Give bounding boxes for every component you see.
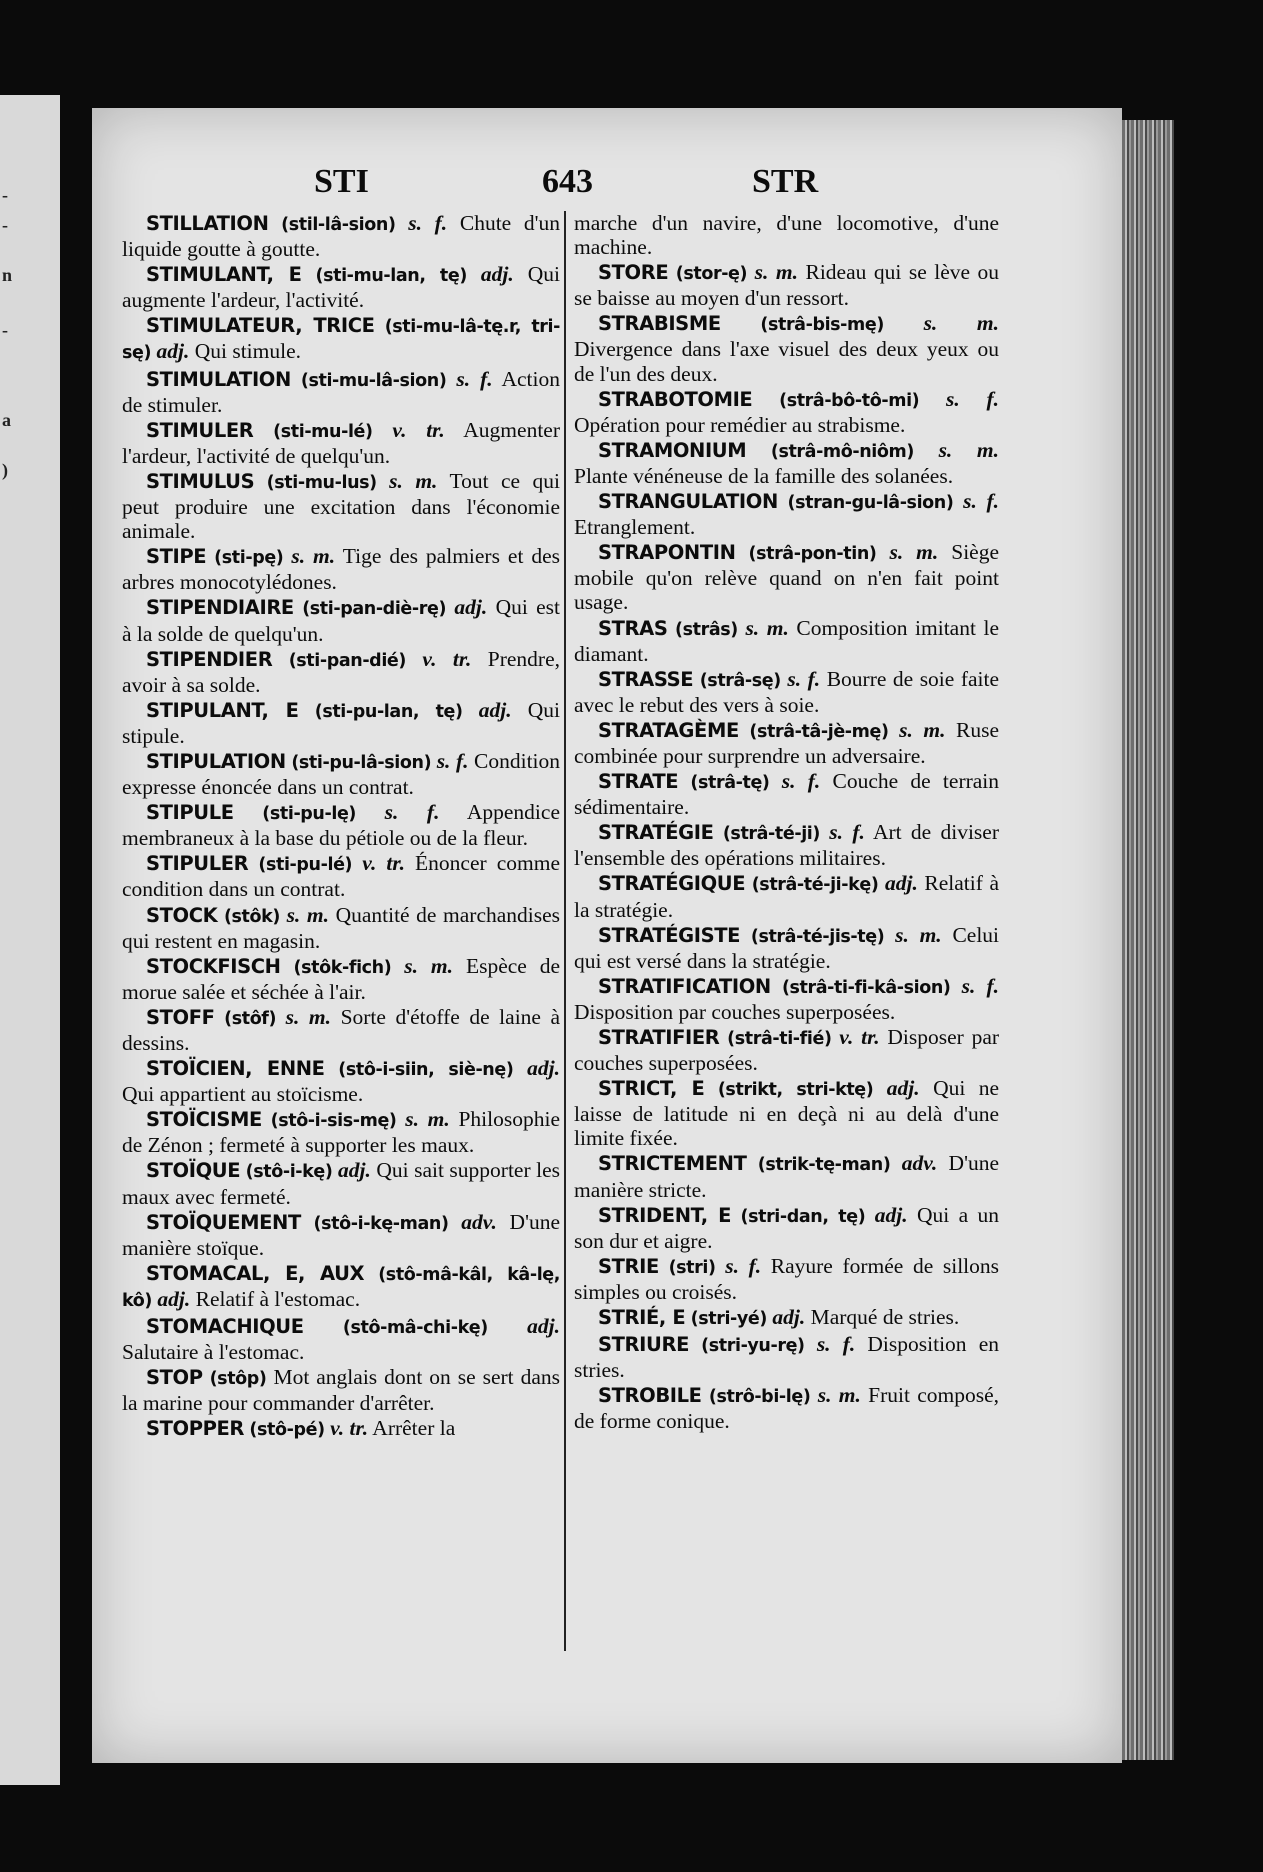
entry-grammar: s. m. (923, 311, 1000, 336)
entry-grammar: adj. (157, 1286, 191, 1311)
entry-grammar: s. f. (408, 211, 448, 235)
dictionary-entry (122, 1416, 560, 1442)
entry-headword: STRATIFICATION (598, 974, 771, 998)
entry-grammar: s. f. (781, 769, 821, 794)
entry-grammar: s. m. (745, 615, 789, 640)
dictionary-entry (574, 1151, 999, 1201)
entry-pronunciation: (stri) (668, 1257, 716, 1278)
adjacent-page-glyph: - (2, 215, 8, 235)
entry-definition: Art de diviser l'ensemble des opérations militaires. (574, 820, 999, 871)
entry-pronunciation: (stri-yé) (690, 1309, 767, 1330)
dictionary-entry (122, 1107, 560, 1157)
entry-headword: STIPULANT, E (146, 698, 299, 722)
entry-pronunciation: (stri-dan, tę) (740, 1206, 866, 1227)
entry-definition: Prendre, avoir à sa solde. (122, 646, 561, 697)
entry-grammar: adj. (480, 262, 514, 287)
entry-grammar: v. tr. (422, 646, 472, 671)
entry-headword: STRATAGÈME (598, 718, 739, 742)
entry-definition: Marqué de stries. (810, 1305, 960, 1330)
dictionary-entry (122, 367, 560, 417)
entry-definition: Énoncer comme condition dans un contrat. (122, 851, 561, 902)
entry-pronunciation: (strô-bi-lę) (708, 1387, 811, 1408)
left-column (122, 211, 560, 1444)
entry-definition: marche d'un navire, d'une locomotive, d'une machine. (574, 211, 999, 260)
dictionary-entry (122, 698, 560, 748)
dictionary-entry (122, 313, 560, 365)
entry-pronunciation: (strâ-tâ-jè-mę) (749, 721, 889, 742)
entry-headword: STRIE (598, 1254, 659, 1278)
dictionary-entry (574, 211, 999, 259)
entry-definition: Relatif à l'estomac. (195, 1286, 361, 1311)
entry-grammar: adj. (527, 1314, 561, 1339)
entry-definition: Celui qui est versé dans la stratégie. (574, 922, 1000, 973)
entry-headword: STRIDENT, E (598, 1203, 732, 1227)
dictionary-entry (574, 540, 999, 614)
entry-headword: STIPENDIER (146, 647, 273, 671)
dictionary-entry (122, 903, 560, 953)
entry-grammar: s. m. (286, 902, 329, 927)
entry-grammar: s. f. (961, 973, 1000, 998)
entry-headword: STIMULANT, E (146, 263, 302, 287)
adjacent-page-glyph: a (2, 410, 11, 430)
entry-grammar: s. m. (404, 953, 453, 978)
entry-pronunciation: (sti-pu-lan, tę) (314, 701, 463, 722)
entry-definition: Philosophie de Zénon ; fermeté à supporter les maux. (122, 1107, 560, 1158)
entry-headword: STOMACAL, E, AUX (146, 1261, 365, 1285)
page-header (92, 163, 1122, 203)
entry-headword: STRATÉGIQUE (598, 872, 746, 896)
entry-pronunciation: (strâ-mô-niôm) (770, 441, 914, 462)
entry-headword: STOCKFISCH (146, 954, 281, 978)
entry-headword: STIPENDIAIRE (146, 596, 294, 620)
entry-grammar: s. m. (889, 540, 939, 565)
entry-grammar: adj. (886, 1076, 920, 1101)
entry-pronunciation: (sti-pu-lé) (258, 855, 353, 876)
entry-pronunciation: (stô-pé) (249, 1420, 325, 1441)
entry-definition: Qui stipule. (122, 697, 561, 748)
entry-pronunciation: (strâ-ti-fi-kâ-sion) (781, 977, 951, 998)
entry-definition: Relatif à la stratégie. (574, 871, 999, 922)
entry-definition: Quantité de marchandises qui restent en magasin. (122, 902, 561, 953)
entry-pronunciation: (strâ-té-jis-tę) (750, 926, 885, 947)
entry-definition: D'une manière stoïque. (122, 1209, 560, 1260)
entry-headword: STILLATION (146, 212, 269, 235)
entry-headword: STRABISME (598, 312, 721, 336)
entry-definition: Rayure formée de sillons simples ou croisés. (574, 1253, 1000, 1304)
entry-grammar: s. f. (725, 1253, 762, 1278)
dictionary-entry (574, 667, 999, 717)
dictionary-entry (122, 647, 560, 697)
entry-headword: STRATE (598, 770, 679, 794)
adjacent-page-glyph: - (2, 185, 8, 205)
entry-pronunciation: (sti-pan-dié) (288, 650, 406, 671)
entry-pronunciation: (sti-mu-lus) (266, 472, 377, 493)
entry-definition: Plante vénéneuse de la famille des solanées. (574, 463, 954, 488)
entry-headword: STOCK (146, 903, 218, 927)
entry-definition: Bourre de soie faite avec le rebut des vers à soie. (574, 666, 1000, 717)
dictionary-page (92, 108, 1122, 1763)
entry-headword: STOÏCISME (146, 1108, 262, 1132)
entry-grammar: s. f. (787, 666, 821, 691)
entry-grammar: adv. (461, 1209, 497, 1234)
entry-grammar: s. f. (829, 820, 865, 845)
entry-definition: Disposition par couches superposées. (574, 999, 896, 1024)
entry-pronunciation: (stô-i-kę) (245, 1162, 333, 1183)
entry-headword: STRIURE (598, 1333, 689, 1357)
dictionary-entry (122, 211, 560, 261)
entry-definition: Qui a un son dur et aigre. (574, 1202, 1000, 1253)
entry-grammar: s. m. (285, 1004, 332, 1029)
entry-pronunciation: (sti-mu-lâ-tę.r, tri-sę) (122, 317, 561, 364)
dictionary-entry (574, 489, 999, 539)
entry-headword: STIMULATEUR, TRICE (146, 314, 375, 338)
entry-definition: Etranglement. (574, 515, 696, 540)
entry-grammar: s. m. (754, 260, 798, 285)
entry-headword: STRABOTOMIE (598, 387, 753, 411)
dictionary-entry (574, 1332, 999, 1382)
entry-definition: Ruse combinée pour surprendre un adversaire. (574, 717, 999, 768)
dictionary-entry (122, 1056, 560, 1106)
entry-pronunciation: (strâ-ti-fié) (727, 1029, 832, 1049)
entry-headword: STRATÉGISTE (598, 923, 741, 947)
entry-definition: Mot anglais dont on se sert dans la marine pour commander d'arrêter. (122, 1365, 561, 1416)
entry-headword: STIMULUS (146, 469, 255, 493)
entry-headword: STIPULER (146, 852, 249, 876)
adjacent-page-glyph: - (2, 320, 8, 340)
dictionary-entry (122, 1365, 560, 1415)
entry-definition: Composition imitant le diamant. (574, 615, 999, 666)
entry-grammar: adj. (527, 1056, 560, 1081)
entry-headword: STRICTEMENT (598, 1152, 747, 1176)
dictionary-entry (122, 851, 560, 901)
entry-definition: Appendice membraneux à la base du pétiole ou de la fleur. (122, 800, 560, 851)
entry-definition: Tige des palmiers et des arbres monocotylédones. (122, 544, 561, 595)
entry-definition: Couche de terrain sédimentaire. (574, 769, 1000, 820)
entry-definition: Arrêter la (372, 1416, 456, 1441)
entry-pronunciation: (strâ-pon-tin) (748, 544, 877, 565)
entry-headword: STRAPONTIN (598, 541, 736, 565)
entry-grammar: s. m. (899, 717, 946, 742)
entry-grammar: s. f. (384, 800, 440, 825)
entry-definition: Qui appartient au stoïcisme. (122, 1082, 364, 1107)
dictionary-entry (122, 262, 560, 312)
dictionary-entry (574, 1025, 999, 1075)
dictionary-entry (122, 418, 560, 468)
entry-definition: Augmenter l'ardeur, l'activité de quelqu'un. (122, 417, 560, 468)
dictionary-entry (122, 800, 560, 850)
entry-pronunciation: (strâ-bô-tô-mi) (779, 390, 920, 411)
entry-definition: Qui est à la solde de quelqu'un. (122, 595, 561, 646)
entry-grammar: adj. (885, 871, 918, 896)
entry-grammar: adv. (901, 1151, 938, 1176)
page-number: 643 (542, 163, 593, 200)
dictionary-entry (574, 923, 999, 973)
dictionary-entry (574, 974, 999, 1024)
entry-pronunciation: (stor-ę) (675, 264, 748, 285)
entry-pronunciation: (stô-mâ-chi-kę) (342, 1318, 488, 1339)
dictionary-entry (574, 718, 999, 768)
entry-pronunciation: (stô-i-sis-mę) (270, 1111, 397, 1132)
entry-headword: STRATIFIER (598, 1026, 720, 1049)
dictionary-entry (574, 1383, 999, 1433)
header-guide-left: STI (314, 163, 369, 200)
entry-grammar: v. tr. (839, 1025, 880, 1049)
dictionary-entry (574, 438, 999, 488)
entry-grammar: v. tr. (392, 417, 445, 442)
entry-pronunciation: (strâ-bis-mę) (760, 315, 884, 336)
entry-grammar: adj. (772, 1305, 806, 1330)
entry-grammar: adj. (478, 697, 512, 722)
entry-headword: STRIÉ, E (598, 1306, 686, 1330)
entry-pronunciation: (stran-gu-lâ-sion) (787, 493, 954, 514)
entry-definition: Chute d'un liquide goutte à goutte. (122, 211, 561, 262)
entry-pronunciation: (sti-pu-lę) (262, 804, 357, 825)
entry-grammar: v. tr. (330, 1416, 369, 1441)
entry-headword: STORE (598, 261, 669, 285)
entry-headword: STOP (146, 1366, 203, 1390)
dictionary-entry (122, 954, 560, 1004)
entry-pronunciation: (stô-i-kę-man) (313, 1213, 449, 1234)
entry-headword: STIPULATION (146, 749, 286, 773)
entry-definition: Sorte d'étoffe de laine à dessins. (122, 1004, 561, 1055)
entry-headword: STOÏQUE (146, 1159, 241, 1183)
entry-grammar: adj. (337, 1158, 371, 1183)
entry-definition: Qui sait supporter les maux avec fermeté. (122, 1158, 561, 1209)
entry-headword: STIPULE (146, 801, 234, 825)
entry-grammar: adj. (874, 1202, 908, 1227)
dictionary-entry (122, 1158, 560, 1208)
entry-pronunciation: (sti-mu-lâ-sion) (300, 370, 447, 391)
dictionary-entry (574, 820, 999, 870)
dictionary-entry (574, 1203, 999, 1253)
entry-grammar: s. m. (938, 437, 999, 462)
entry-headword: STRANGULATION (598, 490, 778, 514)
entry-grammar: s. m. (817, 1383, 861, 1408)
entry-definition: Disposer par couches superposées. (574, 1025, 1000, 1076)
entry-grammar: s. m. (389, 468, 438, 493)
adjacent-page-glyph: n (2, 265, 13, 285)
entry-headword: STOPPER (146, 1417, 245, 1441)
entry-headword: STRAMONIUM (598, 438, 747, 462)
entry-definition: Qui augmente l'ardeur, l'activité. (122, 262, 561, 313)
entry-grammar: s. m. (405, 1107, 450, 1132)
entry-definition: Salutaire à l'estomac. (122, 1340, 305, 1365)
entry-pronunciation: (sti-mu-lan, tę) (315, 266, 467, 287)
entry-pronunciation: (strâ-sę) (699, 670, 781, 691)
entry-pronunciation: (stô-mâ-kâl, kâ-lę, kô) (122, 1264, 561, 1311)
dictionary-entry (574, 1254, 999, 1304)
entry-pronunciation: (strâ-tę) (690, 773, 770, 794)
entry-grammar: s. m. (291, 544, 336, 569)
entry-definition: Action de stimuler. (122, 366, 560, 417)
dictionary-entry (122, 544, 560, 594)
dictionary-entry (574, 1305, 999, 1331)
entry-definition: Opération pour remédier au strabisme. (574, 412, 906, 437)
entry-definition: D'une manière stricte. (574, 1151, 999, 1202)
dictionary-entry (122, 1314, 560, 1364)
entry-definition: Divergence dans l'axe visuel des deux yeux ou de l'un des deux. (574, 337, 999, 386)
entry-headword: STRATÉGIE (598, 821, 714, 845)
entry-pronunciation: (sti-mu-lé) (273, 421, 373, 442)
entry-headword: STOMACHIQUE (146, 1315, 304, 1339)
entry-headword: STOÏQUEMENT (146, 1210, 301, 1234)
dictionary-entry (574, 387, 999, 437)
entry-pronunciation: (sti-pę) (214, 548, 284, 569)
adjacent-page-glyph: ) (2, 460, 8, 480)
dictionary-entry (574, 260, 999, 310)
dictionary-entry (122, 595, 560, 645)
book-page-edges (1122, 120, 1174, 1760)
entry-pronunciation: (strâ-té-ji) (722, 824, 821, 845)
entry-grammar: adj. (454, 595, 488, 620)
entry-definition: Disposition en stries. (574, 1332, 1000, 1383)
entry-pronunciation: (strâs) (675, 619, 738, 640)
column-rule (564, 211, 566, 1651)
dictionary-entry (122, 1261, 560, 1313)
entry-definition: Fruit composé, de forme conique. (574, 1383, 1000, 1434)
entry-grammar: s. m. (895, 922, 942, 947)
dictionary-entry (122, 469, 560, 543)
entry-definition: Qui stimule. (194, 339, 302, 364)
entry-pronunciation: (sti-pan-diè-rę) (302, 599, 447, 620)
entry-pronunciation: (stôp) (209, 1369, 267, 1390)
entry-definition: Espèce de morue salée et séchée à l'air. (122, 953, 561, 1004)
entry-definition: Siège mobile qu'on relève quand on n'en fait point usage. (574, 540, 1000, 615)
entry-grammar: v. tr. (362, 851, 405, 876)
adjacent-page-edge (0, 95, 60, 1785)
header-guide-right: STR (752, 163, 819, 200)
entry-pronunciation: (sti-pu-lâ-sion) (291, 752, 432, 773)
entry-pronunciation: (strâ-té-ji-kę) (751, 875, 879, 896)
entry-pronunciation: (strik-tę-man) (757, 1155, 891, 1176)
dictionary-entry (574, 616, 999, 666)
entry-grammar: s. f. (946, 386, 1000, 411)
entry-grammar: s. f. (963, 489, 999, 514)
entry-headword: STIMULATION (146, 367, 291, 391)
entry-headword: STIPE (146, 545, 207, 569)
dictionary-entry (122, 1210, 560, 1260)
entry-grammar: s. f. (816, 1332, 856, 1357)
dictionary-entry (574, 1076, 999, 1150)
dictionary-entry (122, 1005, 560, 1055)
entry-headword: STROBILE (598, 1384, 702, 1408)
entry-headword: STRASSE (598, 667, 694, 691)
entry-grammar: s. f. (436, 748, 469, 773)
entry-pronunciation: (stô-i-siin, siè-nę) (338, 1060, 514, 1081)
dictionary-entry (574, 769, 999, 819)
entry-pronunciation: (strikt, stri-ktę) (717, 1080, 874, 1101)
entry-definition: Rideau qui se lève ou se baisse au moyen d'un ressort. (574, 260, 1000, 311)
entry-headword: STIMULER (146, 418, 254, 442)
entry-headword: STRICT, E (598, 1077, 705, 1101)
entry-pronunciation: (stôf) (224, 1008, 277, 1029)
dictionary-entry (574, 311, 999, 385)
entry-headword: STOÏCIEN, ENNE (146, 1057, 325, 1081)
entry-definition: Qui ne laisse de latitude ni en deçà ni au delà d'une limite fixée. (574, 1076, 1000, 1151)
entry-pronunciation: (stôk-fich) (293, 957, 392, 978)
dictionary-entry (122, 749, 560, 799)
entry-pronunciation: (stri-yu-rę) (701, 1336, 805, 1357)
entry-pronunciation: (stôk) (223, 906, 280, 927)
entry-grammar: s. f. (456, 366, 493, 391)
entry-headword: STOFF (146, 1005, 215, 1029)
dictionary-entry (574, 871, 999, 921)
entry-pronunciation: (stil-lâ-sion) (281, 215, 396, 235)
right-column (574, 211, 999, 1435)
entry-definition: Tout ce qui peut produire une excitation dans l'économie animale. (122, 468, 560, 544)
entry-grammar: adj. (156, 339, 190, 364)
entry-headword: STRAS (598, 616, 668, 640)
entry-definition: Condition expresse énoncée dans un contrat. (122, 748, 561, 800)
